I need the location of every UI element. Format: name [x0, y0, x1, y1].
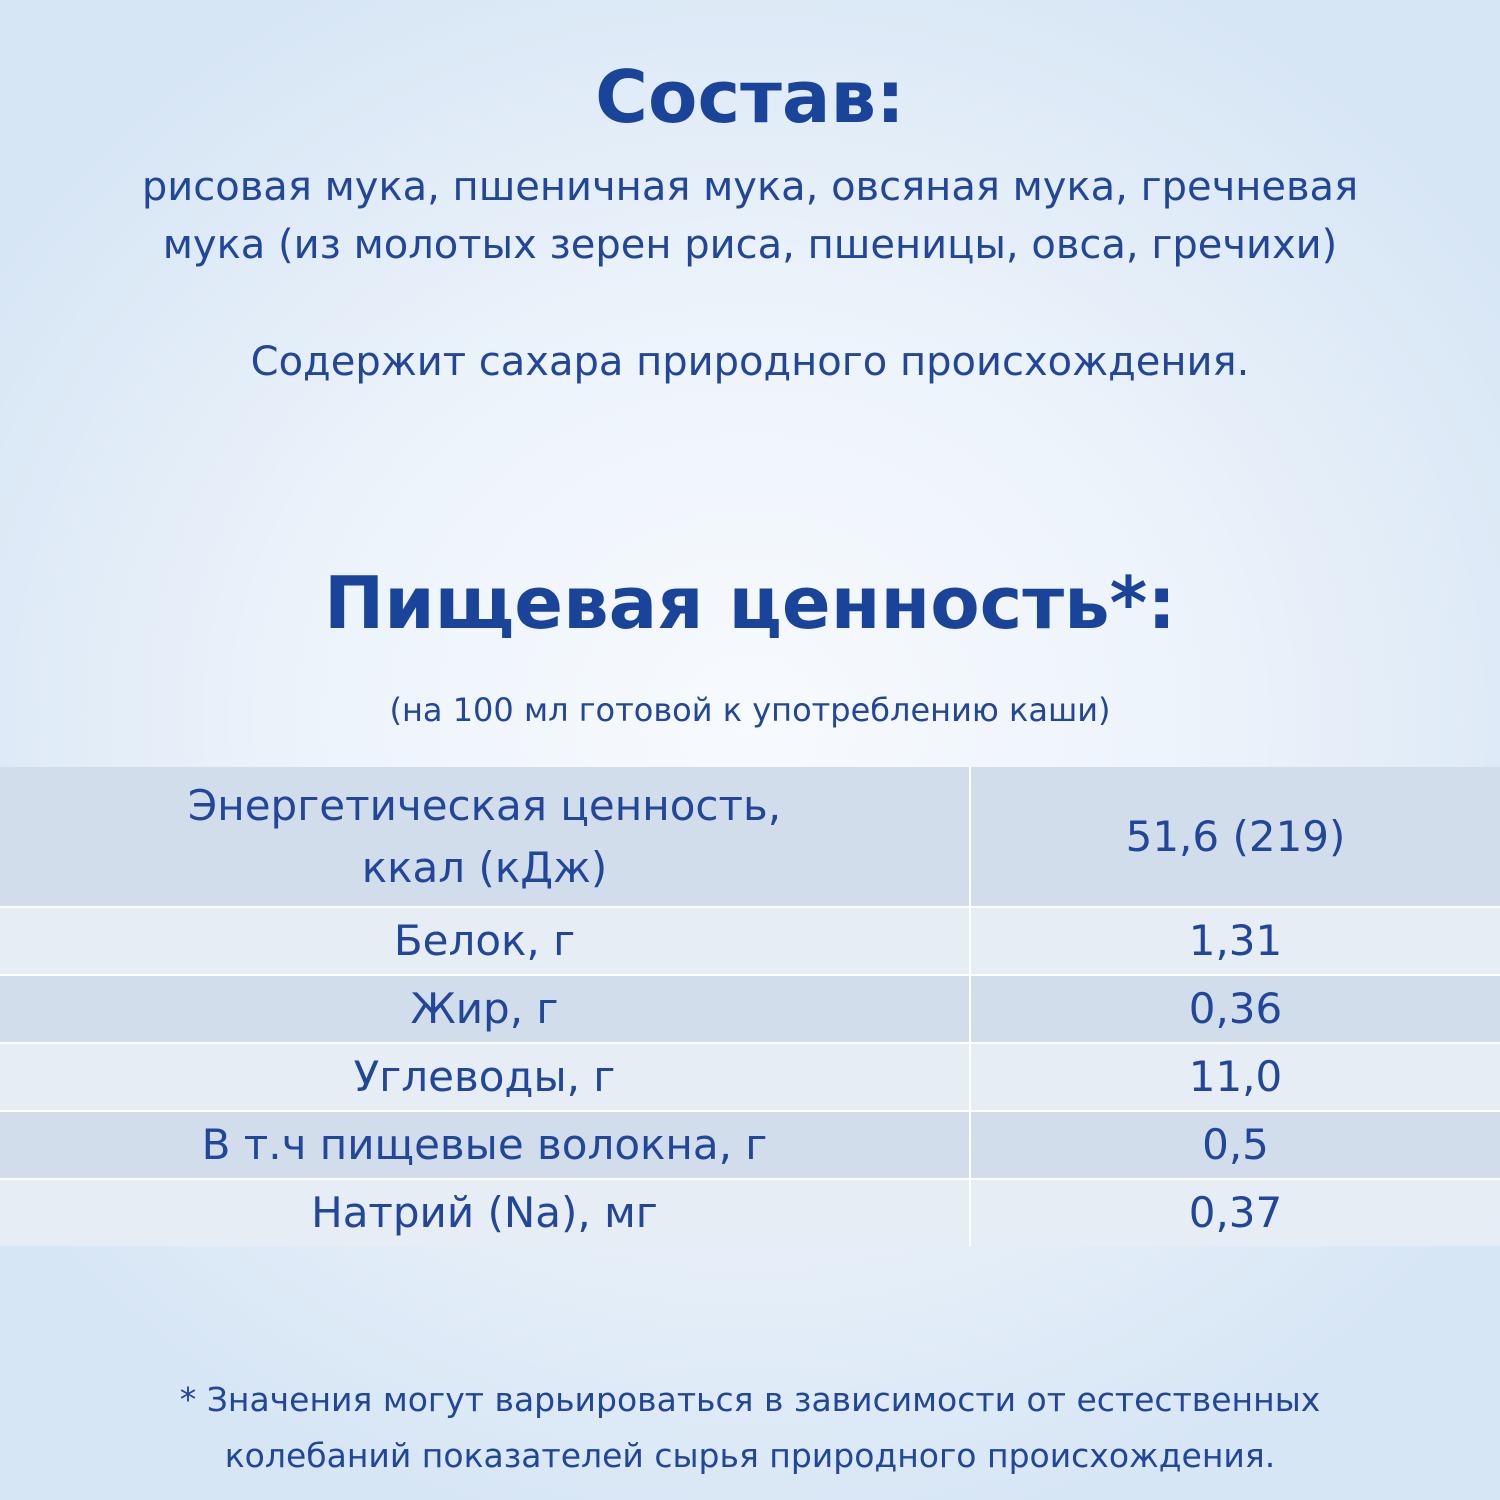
nutrition-subtitle: (на 100 мл готовой к употреблению каши)	[389, 691, 1111, 729]
table-row	[0, 1111, 1500, 1179]
nutrient-value: 11,0	[970, 1043, 1500, 1111]
footnote-line: колебаний показателей сырья природного происхождения.	[224, 1436, 1276, 1475]
table-row	[0, 907, 1500, 975]
composition-text	[0, 158, 1500, 274]
nutrition-table	[0, 767, 1500, 1246]
nutrient-label: Натрий (Na), мг	[0, 1179, 970, 1246]
nutrient-value: 0,36	[970, 975, 1500, 1043]
footnote	[0, 1372, 1500, 1484]
nutrient-value: 51,6 (219)	[970, 767, 1500, 907]
nutrient-label: Белок, г	[0, 907, 970, 975]
nutrition-title: Пищевая ценность*:	[323, 561, 1177, 645]
nutrient-label: Жир, г	[0, 975, 970, 1043]
composition-line: мука (из молотых зерен риса, пшеницы, овса, гречихи)	[162, 222, 1338, 268]
nutrient-label-line: ккал (кДж)	[361, 842, 608, 892]
sugar-note: Содержит сахара природного происхождения.	[250, 339, 1250, 385]
nutrient-value: 0,5	[970, 1111, 1500, 1179]
table-row	[0, 767, 1500, 907]
table-row	[0, 1179, 1500, 1246]
nutrient-value: 0,37	[970, 1179, 1500, 1246]
nutrient-label: Углеводы, г	[0, 1043, 970, 1111]
nutrient-label: В т.ч пищевые волокна, г	[0, 1111, 970, 1179]
nutrient-label-line: Энергетическая ценность,	[187, 780, 782, 830]
table-row	[0, 1043, 1500, 1111]
nutrient-value: 1,31	[970, 907, 1500, 975]
composition-line: рисовая мука, пшеничная мука, овсяная мука, гречневая	[141, 164, 1359, 210]
footnote-line: * Значения могут варьироваться в зависимости от естественных	[179, 1380, 1321, 1419]
composition-title: Состав:	[595, 55, 905, 139]
nutrient-label	[0, 767, 970, 907]
table-row	[0, 975, 1500, 1043]
